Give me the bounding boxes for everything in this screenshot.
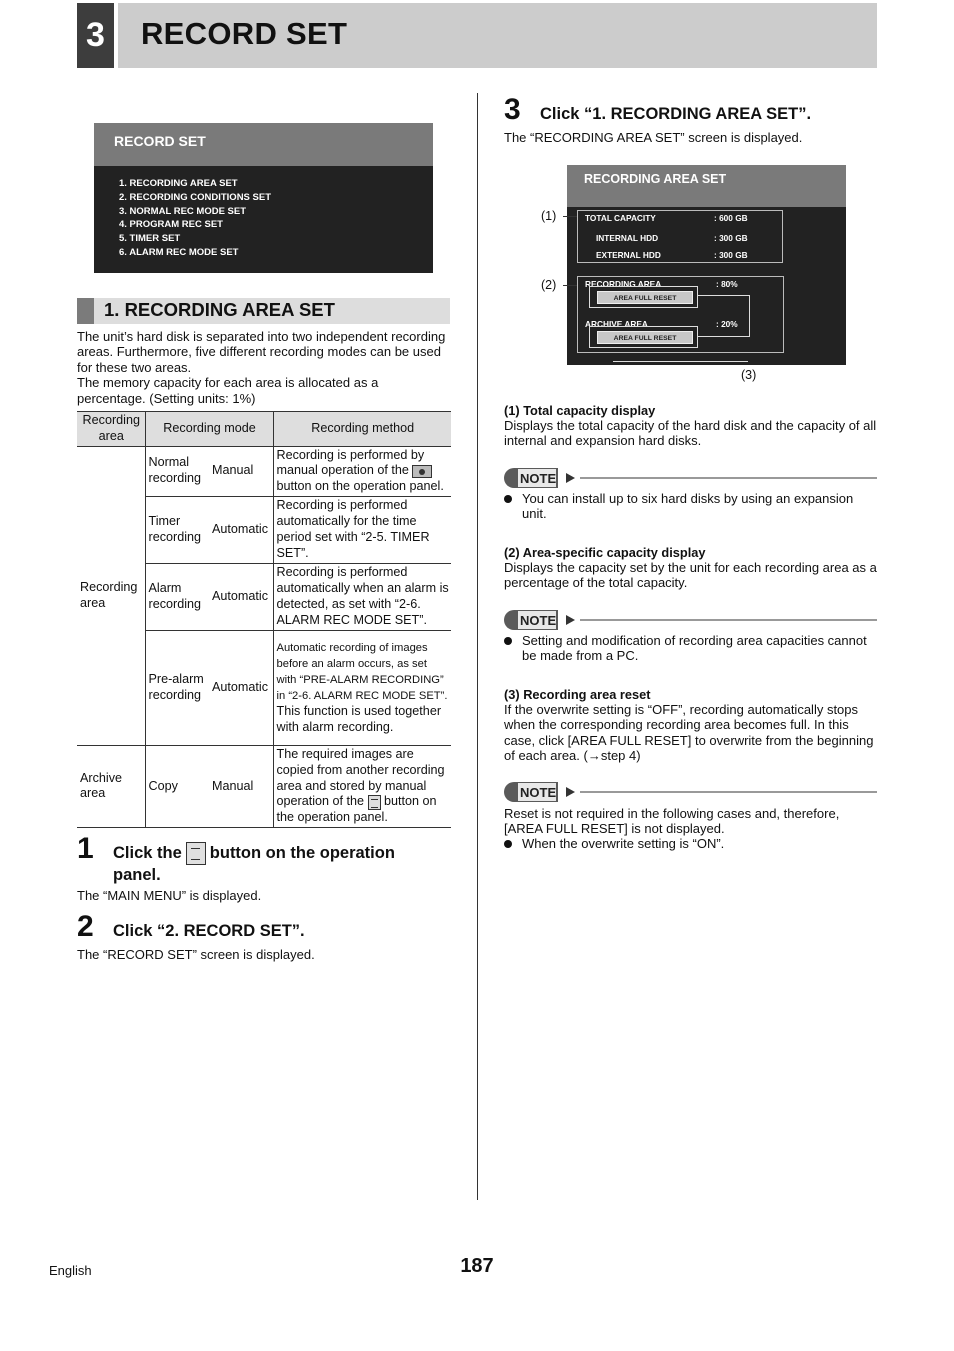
note-3-bullet bbox=[504, 836, 878, 851]
type-timer: Automatic bbox=[209, 496, 273, 563]
method-copy-text: The required images are copied from another recording area and stored by manual operation of the bbox=[276, 746, 445, 809]
recording-area-set-screen bbox=[567, 165, 846, 365]
step-1-title-pre: Click the bbox=[113, 843, 182, 862]
detail-2-text: Displays the capacity set by the unit for each recording area as a percentage of the total capacity. bbox=[504, 560, 877, 591]
page-number: 187 bbox=[460, 1255, 494, 1277]
area-full-reset-button-archive[interactable]: AREA FULL RESET bbox=[597, 331, 693, 344]
bullet-dot bbox=[504, 637, 512, 645]
group-archive-area: Archive area bbox=[77, 745, 145, 827]
menu-button-icon bbox=[186, 842, 206, 865]
chapter-number: 3 bbox=[77, 3, 114, 68]
menu-item-recording-conditions-set[interactable]: 2. RECORDING CONDITIONS SET bbox=[119, 191, 272, 203]
step-3-number: 3 bbox=[504, 93, 521, 126]
intro-paragraph-2: The memory capacity for each area is allocated as a percentage. (Setting units: 1%) bbox=[77, 375, 379, 406]
step-2-desc: The “RECORD SET” screen is displayed. bbox=[77, 947, 315, 962]
record-set-screen bbox=[94, 123, 433, 273]
page-title: RECORD SET bbox=[141, 16, 348, 51]
archive-area-label: ARCHIVE AREA bbox=[585, 319, 648, 329]
group-recording-area: Recording area bbox=[80, 579, 138, 610]
type-copy: Manual bbox=[209, 745, 273, 827]
footer-language: English bbox=[49, 1263, 92, 1278]
total-capacity-label: TOTAL CAPACITY bbox=[585, 213, 656, 223]
step-2-number: 2 bbox=[77, 910, 94, 943]
note-3-rule bbox=[580, 791, 877, 793]
callout-line-3 bbox=[613, 361, 748, 362]
callout-1: (1) bbox=[541, 209, 557, 223]
detail-1-text: Displays the total capacity of the hard disk and the capacity of all internal and expansion hard disks. bbox=[504, 418, 877, 449]
mode-alarm: Alarm recording bbox=[145, 563, 209, 630]
recording-area-value: : 80% bbox=[716, 279, 738, 289]
note-2-bullet bbox=[504, 633, 878, 664]
copy-button-icon bbox=[368, 795, 381, 810]
note-1-rule bbox=[580, 477, 877, 479]
type-pre-alarm: Automatic bbox=[209, 630, 273, 745]
note-3-text: When the overwrite setting is “ON”. bbox=[522, 836, 725, 851]
mode-normal: Normal recording bbox=[145, 446, 209, 496]
step-2-title: Click “2. RECORD SET”. bbox=[113, 922, 305, 940]
note-3-label: NOTE bbox=[520, 785, 557, 800]
header-recording-method: Recording method bbox=[273, 412, 451, 447]
type-normal: Manual bbox=[212, 463, 254, 478]
step-3-desc: The “RECORDING AREA SET” screen is displayed. bbox=[504, 130, 803, 145]
step-1-title bbox=[113, 842, 443, 885]
method-copy-text-2: button on the operation panel. bbox=[276, 794, 437, 825]
note-3-icon bbox=[504, 781, 584, 803]
step-3-title: Click “1. RECORDING AREA SET”. bbox=[540, 105, 812, 123]
note-2-label: NOTE bbox=[520, 613, 557, 628]
method-pre-alarm-extra: This function is used together with alarm recording. bbox=[276, 704, 442, 734]
recording-area-label: RECORDING AREA bbox=[585, 279, 662, 289]
note-2-icon bbox=[504, 609, 584, 631]
header-recording-mode: Recording mode bbox=[145, 412, 273, 447]
type-alarm: Automatic bbox=[209, 563, 273, 630]
step-1-title-post: button on the operation panel. bbox=[113, 843, 395, 884]
mode-pre-alarm: Pre-alarm recording bbox=[145, 630, 209, 745]
record-set-menu bbox=[119, 177, 271, 260]
note-2-text: Setting and modification of recording area capacities cannot be made from a PC. bbox=[522, 633, 867, 664]
callout-1-line bbox=[563, 216, 577, 217]
mode-copy: Copy bbox=[145, 745, 209, 827]
menu-item-normal-rec-mode-set[interactable]: 3. NORMAL REC MODE SET bbox=[119, 205, 247, 217]
area-full-reset-button-recording[interactable]: AREA FULL RESET bbox=[597, 291, 693, 304]
step-1-desc: The “MAIN MENU” is displayed. bbox=[77, 888, 262, 903]
note-1-icon bbox=[504, 467, 584, 489]
internal-hdd-label: INTERNAL HDD bbox=[596, 233, 659, 243]
method-alarm: Recording is performed automatically when an alarm is detected, as set with “2-6. ALARM REC MODE SET”. bbox=[273, 563, 451, 630]
menu-item-program-rec-set[interactable]: 4. PROGRAM REC SET bbox=[119, 219, 223, 231]
section-heading: 1. RECORDING AREA SET bbox=[104, 299, 335, 320]
menu-item-recording-area-set[interactable]: 1. RECORDING AREA SET bbox=[119, 178, 238, 189]
detail-1-heading: (1) Total capacity display bbox=[504, 403, 656, 418]
note-1-bullet bbox=[504, 491, 878, 522]
detail-3-heading: (3) Recording area reset bbox=[504, 687, 651, 702]
callout-2: (2) bbox=[541, 278, 557, 292]
method-copy bbox=[273, 745, 451, 827]
detail-3-text: If the overwrite setting is “OFF”, recording automatically stops when the corresponding recording area becomes full. In this case, click [AREA FULL RESET] to overwrite from the beginning of each area. (→step 4) bbox=[504, 702, 874, 764]
section-heading-marker bbox=[77, 298, 94, 324]
note-3-intro: Reset is not required in the following cases and, therefore, [AREA FULL RESET] is not displayed. bbox=[504, 806, 840, 837]
method-normal-text: Recording is performed by manual operation of the bbox=[276, 447, 425, 478]
method-timer: Recording is performed automatically for the time period set with “2-5. TIMER SET”. bbox=[273, 496, 451, 563]
recording-area-screen-title: RECORDING AREA SET bbox=[567, 165, 846, 207]
note-1-label: NOTE bbox=[520, 471, 557, 486]
archive-area-value: : 20% bbox=[716, 319, 738, 329]
reset-bracket bbox=[698, 295, 750, 337]
column-divider bbox=[477, 93, 478, 1200]
callout-3: (3) bbox=[741, 368, 757, 382]
method-normal-text-2: button on the operation panel. bbox=[276, 479, 444, 494]
method-pre-alarm-text: Automatic recording of images before an alarm occurs, as set with “PRE-ALARM RECORDING” in “2-6. ALARM REC MODE SET”. bbox=[276, 642, 448, 703]
note-2-rule bbox=[580, 619, 877, 621]
total-capacity-value: : 600 GB bbox=[714, 213, 748, 223]
external-hdd-label: EXTERNAL HDD bbox=[596, 250, 661, 260]
external-hdd-value: : 300 GB bbox=[714, 250, 748, 260]
record-set-screen-title: RECORD SET bbox=[94, 123, 433, 166]
step-1-number: 1 bbox=[77, 832, 94, 865]
intro-paragraph-1: The unit’s hard disk is separated into two independent recording areas. Furthermore, five different recording modes can be used for these two areas. bbox=[77, 329, 446, 375]
mode-timer: Timer recording bbox=[145, 496, 209, 563]
method-normal bbox=[273, 446, 451, 496]
menu-item-alarm-rec-mode-set[interactable]: 6. ALARM REC MODE SET bbox=[119, 246, 239, 258]
internal-hdd-value: : 300 GB bbox=[714, 233, 748, 243]
reset-highlight-2 bbox=[589, 326, 698, 348]
method-pre-alarm bbox=[273, 630, 451, 745]
menu-item-timer-set[interactable]: 5. TIMER SET bbox=[119, 233, 181, 245]
note-1-text: You can install up to six hard disks by using an expansion unit. bbox=[522, 491, 854, 522]
callout-2-line bbox=[563, 285, 577, 286]
rec-button-icon bbox=[412, 465, 432, 478]
bullet-dot bbox=[504, 495, 512, 503]
bullet-dot bbox=[504, 840, 512, 848]
detail-2-heading: (2) Area-specific capacity display bbox=[504, 545, 706, 560]
section-intro bbox=[77, 329, 449, 406]
recording-modes-table bbox=[77, 411, 451, 828]
header-recording-area: Recording area bbox=[77, 412, 145, 447]
reset-highlight-1 bbox=[589, 286, 698, 308]
